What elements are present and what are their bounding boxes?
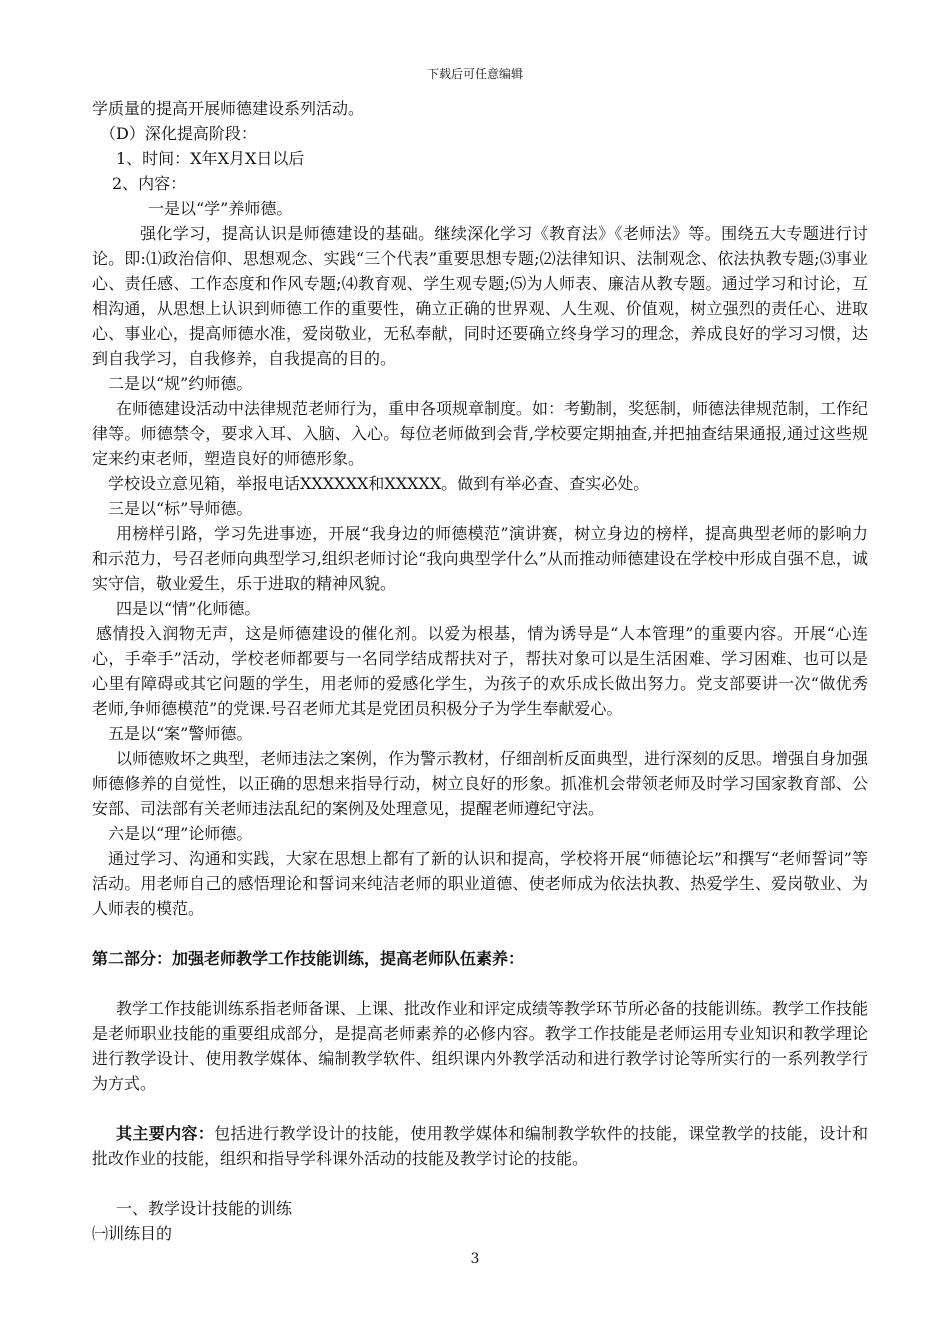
page-number: 3 [470,1251,480,1267]
subsection-heading: 一、教学设计技能的训练 [116,1199,293,1218]
paragraph: 以师德败坏之典型，老师违法之案例，作为警示教材，仔细剖析反面典型，进行深刻的反思。增强自身加强师德修养的自觉性，以正确的思想来指导行动，树立良好的形象。抓准机会带领老师及时学习国家教育部、公安部、司法部有关老师违法乱纪的案例及处理意见，提醒老师遵纪守法。 [92,749,869,818]
section-heading: 三是以“标”导师德。 [108,499,253,518]
paragraph: 通过学习、沟通和实践，大家在思想上都有了新的认识和提高，学校将开展“师德论坛”和撰写“老师誓词”等活动。用老师自己的感悟理论和誓词来纯洁老师的职业道德、使老师成为依法执教、热爱学生、爱岗敬业、为人师表的模范。 [92,849,868,918]
paragraph: 强化学习，提高认识是师德建设的基础。继续深化学习《教育法》《老师法》等。围绕五大专题进行讨论。即:⑴政治信仰、思想观念、实践“三个代表”重要思想专题;⑵法律知识、法制观念、依法执教专题;⑶事业心、责任感、工作态度和作风专题;⑷教育观、学生观专题;⑸为人师表、廉洁从教专题。通过学习和讨论，互相沟通，从思想上认识到师德工作的重要性，确立正确的世界观、人生观、价值观，树立强烈的责任心、进取心、事业心，提高师德水准，爱岗敬业，无私奉献，同时还要确立终身学习的理念，养成良好的学习习惯，达到自我学习，自我修养，自我提高的目的。 [92,224,868,368]
paragraph [92,1121,868,1171]
paragraph: 在师德建设活动中法律规范老师行为，重申各项规章制度。如：考勤制，奖惩制，师德法律规范制，工作纪律等。师德禁令，要求入耳、入脑、入心。每位老师做到会背,学校要定期抽查,并把抽查结果通报,通过这些规定来约束老师，塑造良好的师德形象。 [92,399,869,468]
section-heading: 五是以“案”警师德。 [108,724,253,743]
part-heading: 第二部分：加强老师教学工作技能训练，提高老师队伍素养： [92,949,525,968]
paragraph: 教学工作技能训练系指老师备课、上课、批改作业和评定成绩等教学环节所必备的技能训练。教学工作技能是老师职业技能的重要组成部分，是提高老师素养的必修内容。教学工作技能是老师运用专业知识和教学理论进行教学设计、使用教学媒体、编制教学软件、组织课内外教学活动和进行教学讨论等所实行的一系列教学行为方式。 [92,999,869,1093]
section-heading: 四是以“情”化师德。 [116,599,261,618]
main-content-text: 包括进行教学设计的技能，使用教学媒体和编制教学软件的技能，课堂教学的技能，设计和批改作业的技能，组织和指导学科课外活动的技能及教学讨论的技能。 [92,1124,868,1168]
paragraph: 感情投入润物无声，这是师德建设的催化剂。以爱为根基，情为诱导是“人本管理”的重要内容。开展“心连心，手牵手”活动，学校老师都要与一名同学结成帮扶对子，帮扶对象可以是生活困难、学习困难、也可以是心里有障碍或其它问题的学生，用老师的爱感化学生，为孩子的欢乐成长做出努力。党支部要讲一次“做优秀老师,争师德模范”的党课.号召老师尤其是党团员积极分子为学生奉献爱心。 [92,624,868,718]
subsection-heading: ㈠训练目的 [92,1224,173,1243]
paragraph: 学校设立意见箱，举报电话XXXXXX和XXXXX。做到有举必查、查实必处。 [108,474,650,493]
section-heading: 一是以“学”养师德。 [148,199,293,218]
paragraph: 学质量的提高开展师德建设系列活动。 [92,99,365,118]
phase-heading: （D）深化提高阶段： [100,124,257,143]
paragraph: 用榜样引路，学习先进事迹，开展“我身边的师德模范”演讲赛，树立身边的榜样，提高典型老师的影响力和示范力，号召老师向典型学习,组织老师讨论“我向典型学什么”从而推动师德建设在学校中形成自强不息，诚实守信，敬业爱生，乐于进取的精神风貌。 [92,524,868,593]
section-heading: 六是以“理”论师德。 [108,824,253,843]
list-item: 2、内容： [112,174,187,193]
page-header: 下载后可任意编辑 [426,67,523,81]
main-content-label: 其主要内容： [116,1124,215,1143]
document-body [92,96,868,1246]
section-heading: 二是以“规”约师德。 [108,374,253,393]
list-item: 1、时间：X年X月X日以后 [116,149,305,168]
